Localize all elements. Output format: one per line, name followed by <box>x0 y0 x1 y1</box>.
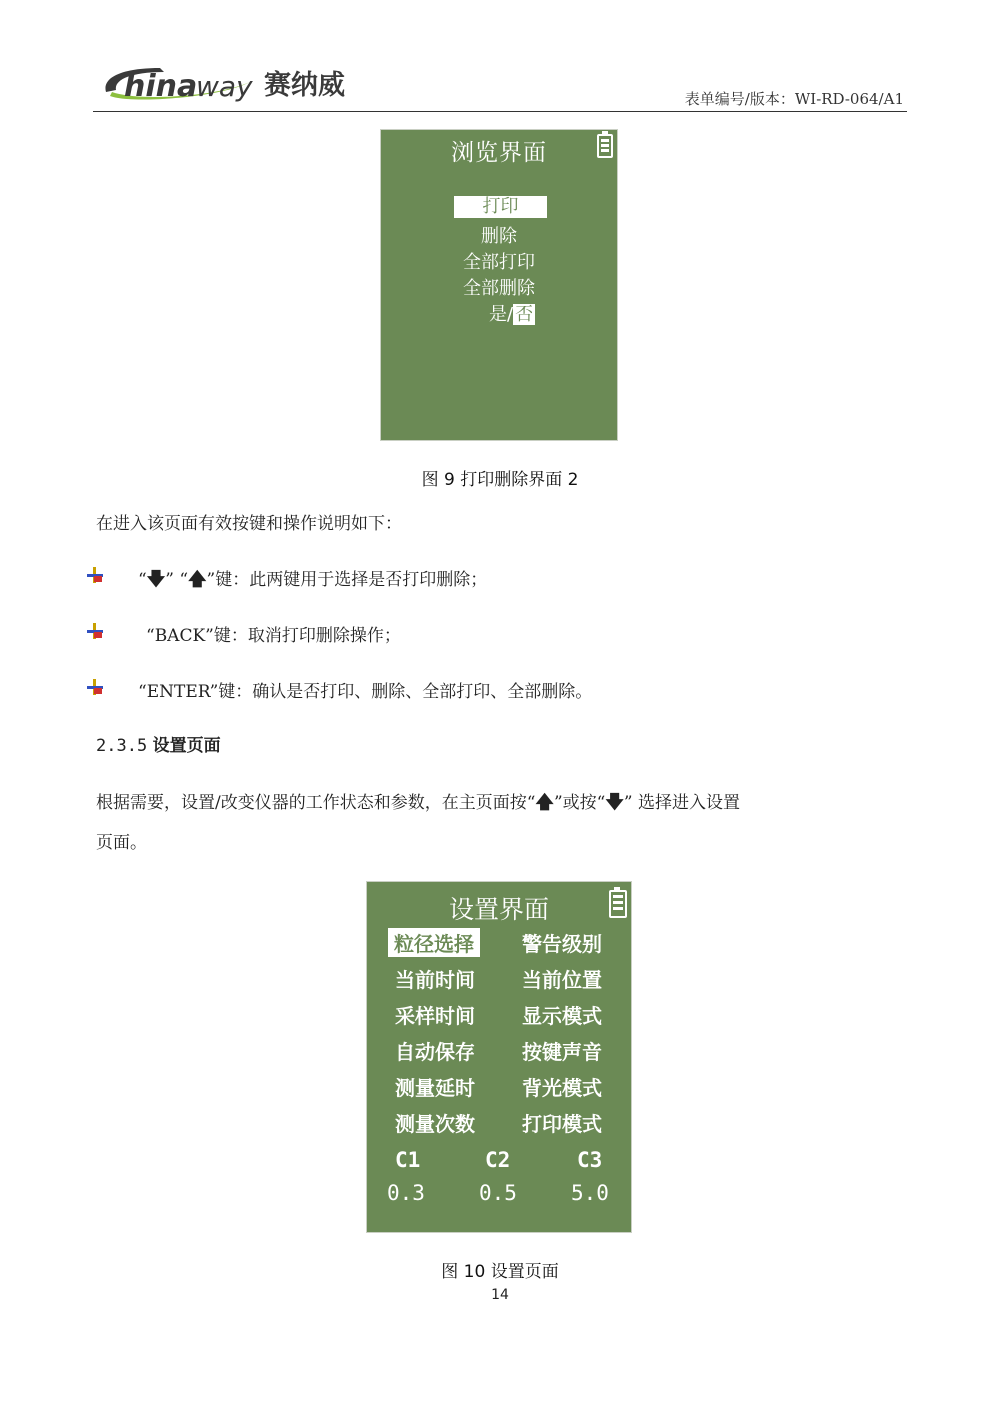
up-arrow-icon: 🡅 <box>535 792 554 813</box>
setting-backlight-mode[interactable]: 背光模式 <box>522 1076 602 1100</box>
channel-value: 0.5 <box>479 1181 517 1205</box>
setting-measure-delay[interactable]: 测量延时 <box>395 1076 475 1100</box>
menu-item-print[interactable]: 打印 <box>454 196 547 218</box>
section-body-line1: 根据需要，设置/改变仪器的工作状态和参数，在主页面按“🡅”或按“🡇” 选择进入设置 <box>96 792 740 813</box>
screen-title: 设置界面 <box>448 895 549 924</box>
figure10-caption: 图 10 设置页面 <box>441 1262 559 1282</box>
battery-icon <box>597 134 613 158</box>
company-logo <box>100 62 400 106</box>
screen-title: 浏览界面 <box>451 140 547 166</box>
section-heading: 2.3.5 设置页面 <box>96 736 221 756</box>
page-number: 14 <box>491 1287 509 1303</box>
setting-current-time[interactable]: 当前时间 <box>395 968 475 992</box>
setting-auto-save[interactable]: 自动保存 <box>395 1040 475 1064</box>
confirm-choice <box>489 300 535 326</box>
channel-value: 0.3 <box>387 1181 425 1205</box>
menu-item-delete-all[interactable]: 全部删除 <box>463 278 535 299</box>
svg-text:hina: hina <box>124 69 198 104</box>
confirm-yes[interactable]: 是/ <box>489 304 514 325</box>
print-delete-screen <box>380 129 618 441</box>
bullet-arrow-keys: “🡇” “🡅”键：此两键用于选择是否打印删除； <box>138 569 488 590</box>
bullet-icon <box>86 566 104 584</box>
setting-key-sound[interactable]: 按键声音 <box>522 1040 602 1064</box>
setting-alarm-level[interactable]: 警告级别 <box>522 932 602 956</box>
setting-particle-size[interactable]: 粒径选择 <box>388 928 480 957</box>
menu-item-print-all[interactable]: 全部打印 <box>463 252 535 273</box>
down-arrow-icon: 🡇 <box>605 792 624 813</box>
settings-screen <box>366 881 632 1233</box>
menu-item-delete[interactable]: 删除 <box>481 226 517 247</box>
setting-sample-time[interactable]: 采样时间 <box>395 1004 475 1028</box>
channel-label: C2 <box>485 1148 511 1172</box>
form-number: 表单编号/版本：WI-RD-064/A1 <box>684 90 904 108</box>
setting-display-mode[interactable]: 显示模式 <box>522 1004 602 1028</box>
battery-icon <box>609 890 627 918</box>
svg-text:赛纳威: 赛纳威 <box>264 70 345 101</box>
channel-label: C1 <box>395 1148 421 1172</box>
section-body-line2: 页面。 <box>96 833 147 853</box>
svg-text:way: way <box>196 70 253 103</box>
setting-measure-count[interactable]: 测量次数 <box>395 1112 475 1136</box>
up-arrow-icon: 🡅 <box>188 569 207 590</box>
down-arrow-icon: 🡇 <box>146 569 166 590</box>
channel-value: 5.0 <box>571 1181 609 1205</box>
intro-text: 在进入该页面有效按键和操作说明如下： <box>96 514 402 534</box>
bullet-enter-key: “ENTER”键：确认是否打印、删除、全部打印、全部删除。 <box>138 682 593 702</box>
figure9-caption: 图 9 打印删除界面 2 <box>421 470 579 490</box>
header-divider <box>93 111 907 112</box>
channel-label: C3 <box>577 1148 603 1172</box>
setting-print-mode[interactable]: 打印模式 <box>522 1112 602 1136</box>
confirm-no[interactable]: 否 <box>515 304 534 325</box>
bullet-icon <box>86 622 104 640</box>
bullet-back-key: “BACK”键：取消打印删除操作； <box>146 626 401 646</box>
setting-current-location[interactable]: 当前位置 <box>522 968 602 992</box>
bullet-icon <box>86 678 104 696</box>
